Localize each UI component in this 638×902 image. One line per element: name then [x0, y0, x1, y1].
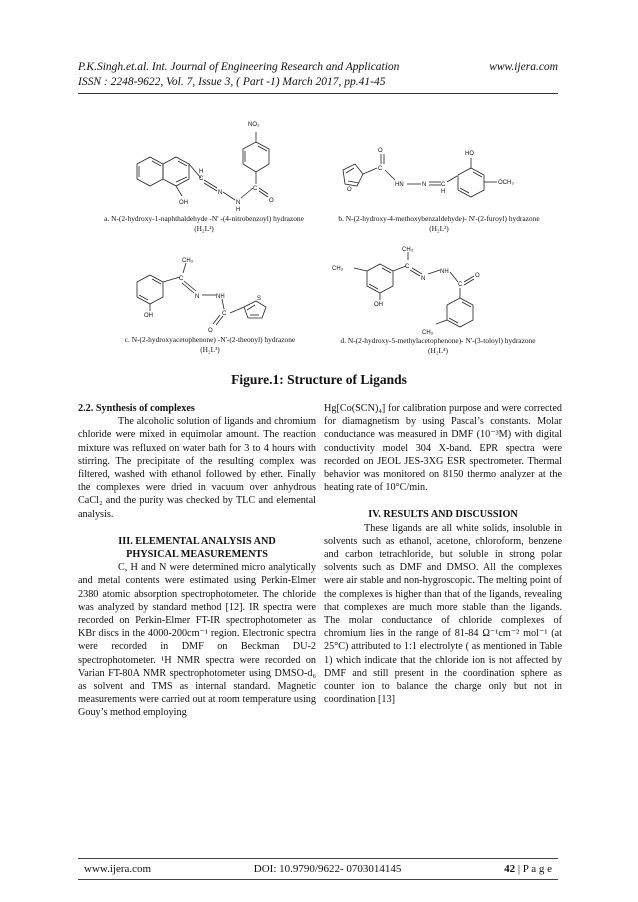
a-label-o1: O	[269, 198, 274, 204]
a-label-c1: C	[199, 176, 204, 182]
c-label-s: S	[257, 296, 262, 302]
a-label-n2: N	[236, 200, 241, 206]
d-label-oh: OH	[374, 302, 383, 308]
structure-a-code: (H₂L¹)	[194, 224, 214, 233]
a-label-n1: N	[218, 190, 223, 196]
a-label-oh: OH	[179, 200, 188, 206]
left-column	[78, 402, 316, 720]
b-label-o-ring: O	[347, 187, 352, 193]
measurements-paragraph: C, H and N were determined micro analytically and metal contents were estimated using Perkin-Elmer 2380 atomic absorption spectrophotometer. The chloride was analyzed by standard method [12]. IR spectra were recorded on Perkin-Elmer FT-IR spectrophotometer as KBr discs in the 4000-200cm⁻¹ region. Electronic spectra were recorded in DMF on Beckman DU-2 spectrophotometer. ¹H NMR spectra were recorded on Varian FT-80A NMR spectrophotometer using DMSO-d₆ as solvent and TMS as internal standard. Magnetic measurements were carried out at room temperature using Gouy’s method employing	[78, 562, 316, 719]
journal-website[interactable]: www.ijera.com	[489, 61, 558, 73]
d-label-ch3-top: CH₃	[402, 247, 414, 253]
b-label-o-carb: O	[378, 148, 383, 154]
running-header	[78, 60, 558, 90]
structure-b-caption: b. N-(2-hydroxy-4-methoxybenzaldehyde)- N'-(2-furoyl) hydrazone	[338, 214, 540, 223]
synthesis-paragraph: The alcoholic solution of ligands and chromium chloride were mixed in equimolar amount. The reaction mixture was refluxed on water bath for 3 to 4 hours with stirring. The precipitate of the resulting complex was filtered, washed with ethanol followed by ether. Finally the complexes were dried in vacuum over anhydrous CaCl₂ and the purity was checked by TLC and elemental analysis.	[78, 416, 316, 520]
structure-a-drawing	[88, 112, 320, 214]
d-label-ch3-bottom: CH₃	[422, 330, 434, 336]
b-label-c2: C	[441, 182, 446, 188]
structure-b-drawing	[325, 142, 553, 214]
right-column	[324, 402, 562, 706]
section-heading-4: IV. RESULTS AND DISCUSSION	[368, 509, 518, 521]
page-footer	[78, 858, 558, 880]
footer-doi: DOI: 10.9790/9622- 0703014145	[253, 863, 402, 875]
c-label-o: O	[208, 328, 213, 334]
subsection-heading: 2.2. Synthesis of complexes	[78, 403, 195, 414]
results-paragraph: These ligands are all white solids, insoluble in solvents such as ethanol, acetone, chloroform, benzene and carbon tetrachloride, but soluble in strong polar solvents such as DMF and DMSO. All the complexes were air stable and non-hygroscopic. The melting point of the complexes is higher than that of the ligands, revealing that complexes are much more stable than the ligands. The molar conductance of chloride complexes of chromium lies in the range of 81-84 Ω⁻¹cm⁻² mol⁻¹ (at 25°C) attributed to 1:1 electrolyte ( as mentioned in Table 1) which indicate that the chloride ion is not affected by DMF and still present in the coordination sphere as counter ion to balance the charge only but not in coordination [13]	[324, 522, 562, 706]
c-label-c2: C	[222, 311, 227, 317]
d-label-ch3-left: CH₃	[332, 266, 344, 272]
d-label-o: O	[475, 273, 480, 279]
structure-a-caption: a. N-(2-hydroxy-1-naphthaldehyde -N' -(4-nitrobenzoyl) hydrazone	[104, 214, 304, 223]
page-number-value: 42	[504, 863, 516, 875]
page-number	[504, 863, 552, 875]
d-label-c1: C	[405, 264, 410, 270]
header-rule	[78, 93, 558, 94]
structure-d-code: (H₂L⁴)	[428, 346, 448, 355]
calibration-paragraph: Hg[Co(SCN)₄] for calibration purpose and were corrected for diamagnetism by using Pascal’s constants. Molar conductance was measured in DMF (10⁻³M) with digital conductivity model 304 X-band. EPR spectra were recorded on JEOL JES-3XG ESR spectrometer. Thermal behavior was monitored on 8150 thermo analyzer at the heating rate of 10°C/min.	[324, 403, 562, 494]
structure-c	[110, 255, 310, 355]
a-label-h1: H	[199, 169, 204, 175]
page-label: | P a g e	[517, 863, 552, 875]
a-label-c2: C	[253, 186, 258, 192]
journal-line: P.K.Singh.et.al. Int. Journal of Engineering Research and Application	[78, 61, 400, 73]
structure-a	[88, 112, 320, 234]
structure-c-drawing	[110, 255, 310, 335]
b-label-och3: OCH₃	[498, 180, 514, 186]
structure-d-caption: d. N-(2-hydroxy-5-methylacetophenone)- N'-(3-toloyl) hydrazone	[340, 336, 536, 345]
b-label-hn: HN	[395, 182, 404, 188]
structure-c-caption: c. N-(2-hydroxyacetophenone) -N'-(2-theonyl) hydrazone	[124, 335, 296, 344]
a-label-h2: H	[236, 207, 241, 213]
structure-c-code: (H₂L³)	[200, 345, 220, 354]
b-label-n: N	[422, 182, 427, 188]
figure-title: Figure.1: Structure of Ligands	[231, 372, 407, 387]
c-label-oh: OH	[144, 313, 153, 319]
c-label-nh: NH	[216, 294, 225, 300]
a-label-no2: NO₂	[248, 122, 260, 128]
issn-line: ISSN : 2248-9622, Vol. 7, Issue 3, ( Part -1) March 2017, pp.41-45	[78, 76, 386, 88]
section-heading-3: III. ELEMENTAL ANALYSIS AND PHYSICAL MEASUREMENTS	[118, 535, 276, 561]
structure-d	[318, 244, 558, 356]
c-label-ch3: CH₃	[182, 258, 194, 264]
structure-b	[325, 142, 553, 234]
c-label-n: N	[195, 294, 200, 300]
b-label-c1: C	[378, 166, 383, 172]
d-label-n: N	[421, 276, 426, 282]
structure-b-code: (H₂L²)	[429, 224, 449, 233]
d-label-c2: C	[458, 282, 463, 288]
c-label-c1: C	[179, 276, 184, 282]
structure-d-drawing	[318, 244, 558, 336]
b-label-ho: HO	[465, 151, 474, 157]
d-label-nh: NH	[440, 269, 449, 275]
b-label-h: H	[441, 189, 446, 195]
footer-website[interactable]: www.ijera.com	[84, 863, 152, 875]
